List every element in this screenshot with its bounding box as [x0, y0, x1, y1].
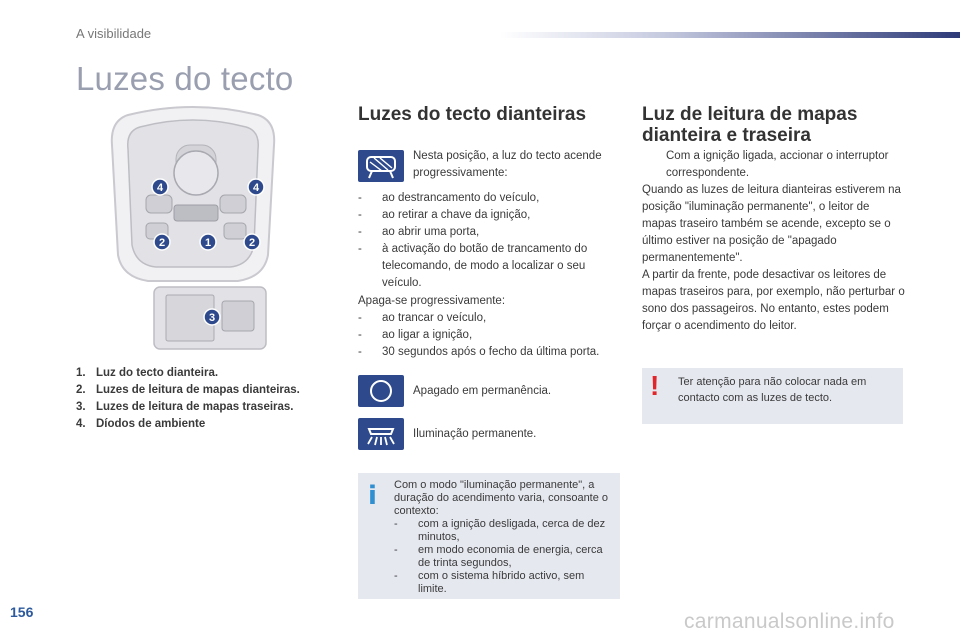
info-box: [358, 473, 620, 599]
off-permanent-text: Apagado em permanência.: [413, 385, 552, 397]
page-number: 156: [10, 604, 34, 620]
svg-text:1: 1: [204, 237, 212, 249]
marker-4-left: [152, 179, 168, 195]
reading-paragraph-2: A partir da frente, pode desactivar os leitores de mapas traseiros para, por exemplo, não perturbar o sono dos passageiros. No entanto, estes podem forçar o acendimento do leitor.: [642, 269, 905, 332]
list-item: - ao ligar a ignição,: [358, 329, 473, 341]
door-position-icon: [358, 150, 404, 182]
off-position-icon: [358, 375, 404, 407]
warning-icon: !: [650, 370, 660, 401]
svg-text:2: 2: [158, 237, 166, 249]
legend-item: 3. Luzes de leitura de mapas traseiras.: [76, 401, 294, 413]
svg-text:2: 2: [248, 237, 256, 249]
legend-item: 1. Luz do tecto dianteira.: [76, 367, 219, 379]
list-item: - em modo economia de energia, cerca de trinta segundos,: [394, 544, 603, 569]
warning-box: [642, 368, 903, 424]
front-lights-heading: Luzes do tecto dianteiras: [358, 104, 587, 125]
marker-2-left: [154, 234, 170, 250]
header-bar: [500, 32, 960, 38]
reading-text: [642, 148, 907, 335]
list-item: - ao retirar a chave da ignição,: [358, 209, 531, 221]
info-text: Com o modo "iluminação permanente", a duração do acendimento varia, consoante o contexto: - com a ignição desligada, cerca de dez minutos, - em modo economia de energia, cerca de trinta segundos, - com o sistema híbrido activo, sem limite.: [394, 479, 614, 596]
info-icon: i: [368, 481, 377, 511]
list-item: - à activação do botão de trancamento do telecomando, de modo a localizar o seu veículo.: [358, 243, 588, 289]
list-item: - com a ignição desligada, cerca de dez minutos,: [394, 518, 606, 543]
watermark: carmanualsonline.info: [684, 610, 895, 633]
permanent-on-icon: [358, 418, 404, 450]
marker-3: [204, 309, 220, 325]
svg-text:3: 3: [208, 312, 216, 324]
list-item: - com o sistema híbrido activo, sem limite.: [394, 570, 585, 595]
svg-text:4: 4: [156, 182, 164, 194]
marker-1: [200, 234, 216, 250]
legend: [76, 365, 346, 433]
marker-4-right: [248, 179, 264, 195]
off-intro: Apaga-se progressivamente:: [358, 295, 506, 307]
position-text: Nesta posição, a luz do tecto acende progressivamente:: [413, 150, 602, 179]
list-item: - ao abrir uma porta,: [358, 226, 480, 238]
svg-text:4: 4: [252, 182, 260, 194]
on-permanent-text: Iluminação permanente.: [413, 428, 537, 440]
reading-lights-heading: Luz de leitura de mapas dianteira e traseira: [642, 104, 858, 146]
legend-item: 2. Luzes de leitura de mapas dianteiras.: [76, 384, 300, 396]
section-label: A visibilidade: [76, 26, 152, 41]
step-item: Com a ignição ligada, accionar o interruptor correspondente.: [642, 148, 907, 182]
step-marker: [642, 148, 666, 182]
list-item: - ao trancar o veículo,: [358, 312, 487, 324]
rear-light-illustration: [150, 285, 270, 365]
marker-2-right: [244, 234, 260, 250]
legend-item: 4. Díodos de ambiente: [76, 418, 206, 430]
reading-paragraph-1: Quando as luzes de leitura dianteiras estiverem na posição "iluminação permanente", o leitor de mapas traseiro também se acende, excepto se o último estiver na posição de "apagado permanentemente".: [642, 184, 901, 264]
page-title: Luzes do tecto: [76, 60, 294, 97]
warning-text: Ter atenção para não colocar nada em contacto com as luzes de tecto.: [678, 376, 867, 404]
roof-console-illustration: [108, 105, 278, 285]
on-list: [358, 190, 623, 292]
list-item: - 30 segundos após o fecho da última porta.: [358, 346, 600, 358]
off-list: [358, 293, 623, 361]
list-item: - ao destrancamento do veículo,: [358, 192, 540, 204]
